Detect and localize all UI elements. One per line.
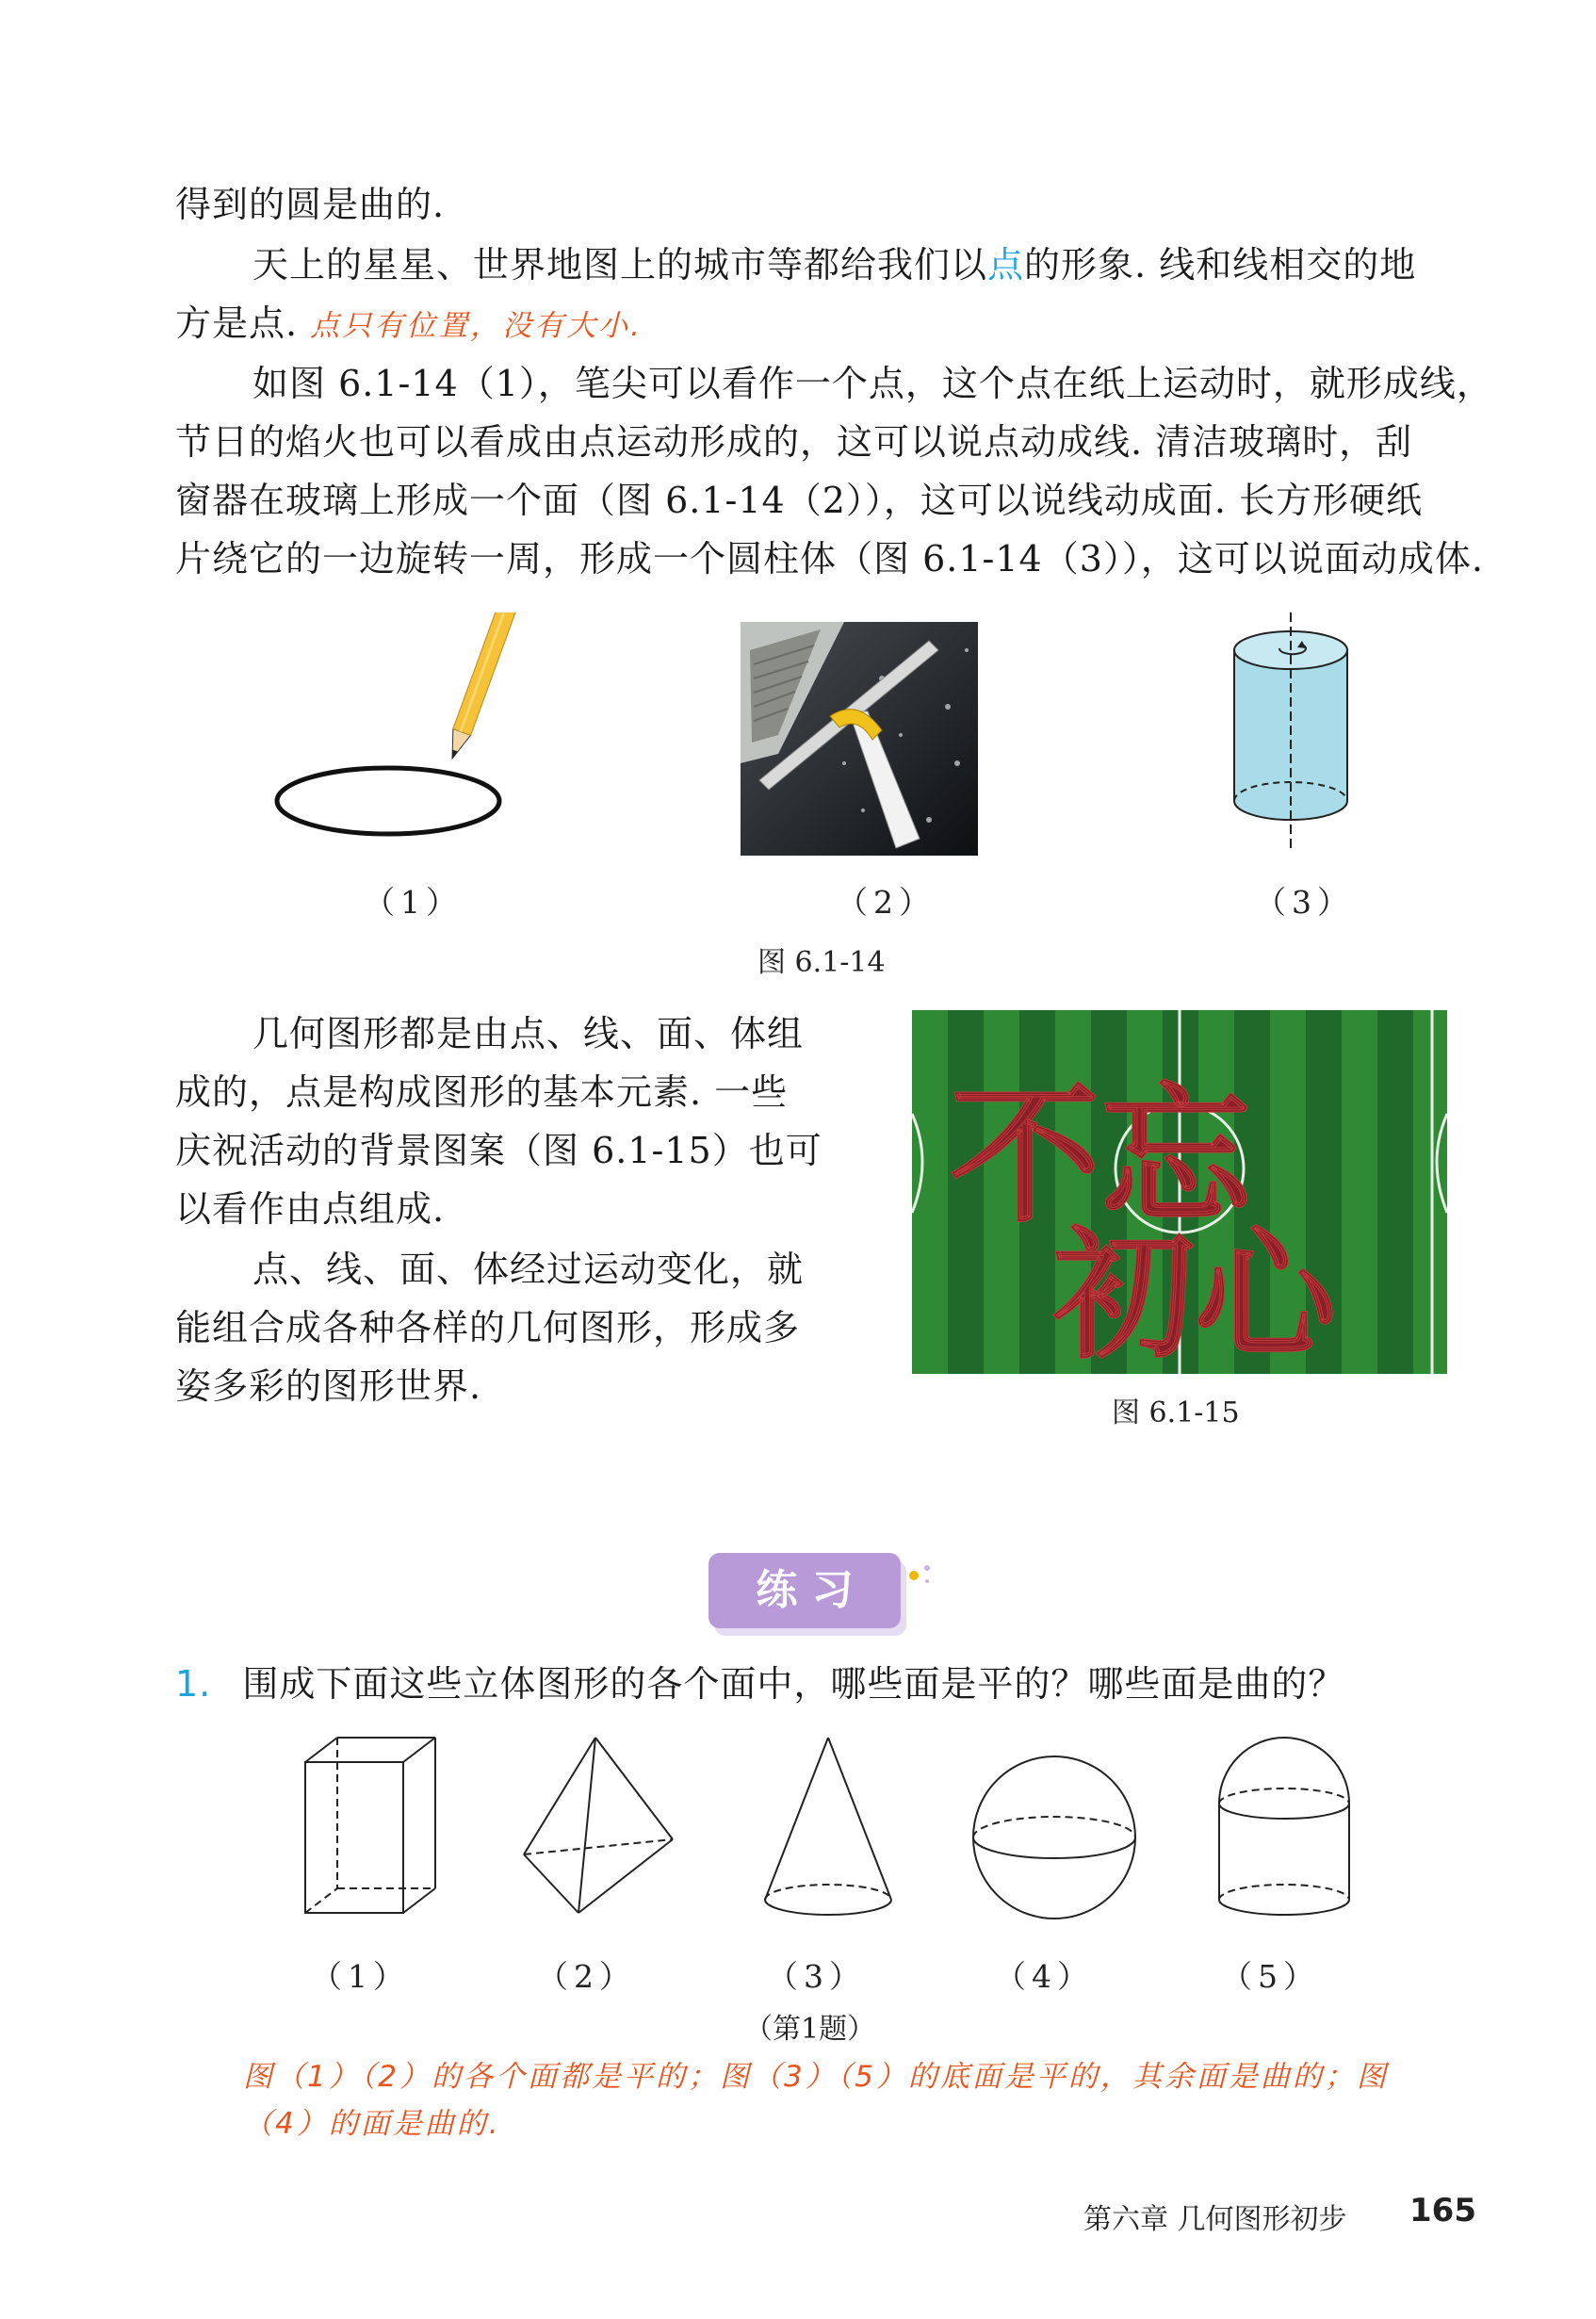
footer-chapter: 第六章 几何图形初步 xyxy=(1083,2203,1347,2236)
text-line xyxy=(252,236,1416,294)
text-line: 姿多彩的图形世界. xyxy=(175,1365,482,1407)
text-line: 片绕它的一边旋转一周，形成一个圆柱体（图 6.1-14（3）），这可以说面动成体. xyxy=(175,538,1484,580)
shape-label: （5） xyxy=(1221,1958,1320,1995)
text-line: 几何图形都是由点、线、面、体组 xyxy=(252,1013,805,1054)
text-fragment: 方是点. xyxy=(175,302,299,344)
question-number: 1. xyxy=(175,1663,212,1705)
text-fragment: 的形象. 线和线相交的地 xyxy=(1024,244,1417,286)
cuboid-icon xyxy=(300,1734,441,1922)
margin-note: 点只有位置，没有大小. xyxy=(310,309,643,343)
text-line: 以看作由点组成. xyxy=(175,1188,446,1230)
field-words-bottom: 初心 xyxy=(1053,1213,1337,1374)
subfigure-label: （1） xyxy=(364,884,463,921)
answer-note: 图（1）（2）的各个面都是平的；图（3）（5）的底面是平的，其余面是曲的；图 xyxy=(243,2060,1389,2094)
tetrahedron-icon xyxy=(520,1734,680,1922)
figure-caption: 图 6.1-15 xyxy=(1112,1396,1240,1429)
cylinder-rotation-figure xyxy=(1225,612,1357,848)
text-line: 得到的圆是曲的. xyxy=(175,184,446,225)
text-line: 节日的焰火也可以看成由点运动形成的，这可以说点动成线. 清洁玻璃时，刮 xyxy=(175,421,1413,463)
subfigure-label: （2） xyxy=(837,884,936,921)
highlight-term: 点 xyxy=(987,244,1025,286)
shape-label: （4） xyxy=(995,1958,1094,1995)
text-line: 窗器在玻璃上形成一个面（图 6.1-14（2）），这可以说线动成面. 长方形硬纸 xyxy=(175,480,1424,521)
figure-caption: 图 6.1-14 xyxy=(757,946,886,979)
exercise-title: 练 习 xyxy=(756,1566,854,1614)
shape-label: （2） xyxy=(537,1958,636,1995)
subfigure-label: （3） xyxy=(1255,884,1354,921)
football-field-photo xyxy=(912,1010,1447,1374)
question-text: 围成下面这些立体图形的各个面中，哪些面是平的？哪些面是曲的？ xyxy=(242,1663,1345,1705)
text-line: 能组合成各种各样的几何图形，形成多 xyxy=(175,1307,801,1348)
cylinder-hemisphere-icon xyxy=(1213,1734,1355,1922)
question xyxy=(175,1655,1344,1713)
text-line: 庆祝活动的背景图案（图 6.1-15）也可 xyxy=(175,1130,822,1171)
answer-note: （4）的面是曲的. xyxy=(243,2107,501,2141)
cone-icon xyxy=(757,1734,899,1922)
shape-label: （1） xyxy=(311,1958,410,1995)
text-line: 如图 6.1-14（1），笔尖可以看作一个点，这个点在纸上运动时，就形成线， xyxy=(252,363,1493,404)
text-line: 点、线、面、体经过运动变化，就 xyxy=(252,1249,805,1290)
text-fragment: 天上的星星、世界地图上的城市等都给我们以 xyxy=(252,244,988,286)
pencil-drawing-figure xyxy=(264,612,528,857)
window-wiper-photo xyxy=(741,622,978,856)
sparkle-icon xyxy=(904,1560,942,1589)
shape-label: （3） xyxy=(767,1958,866,1995)
page-number: 165 xyxy=(1409,2192,1476,2229)
sphere-icon xyxy=(965,1753,1144,1922)
exercise-badge xyxy=(708,1553,901,1628)
text-line: 成的，点是构成图形的基本元素. 一些 xyxy=(175,1071,789,1113)
question-caption: （第1题） xyxy=(744,2013,876,2046)
text-line xyxy=(175,294,643,355)
field-words-top: 不忘 xyxy=(950,1067,1252,1244)
